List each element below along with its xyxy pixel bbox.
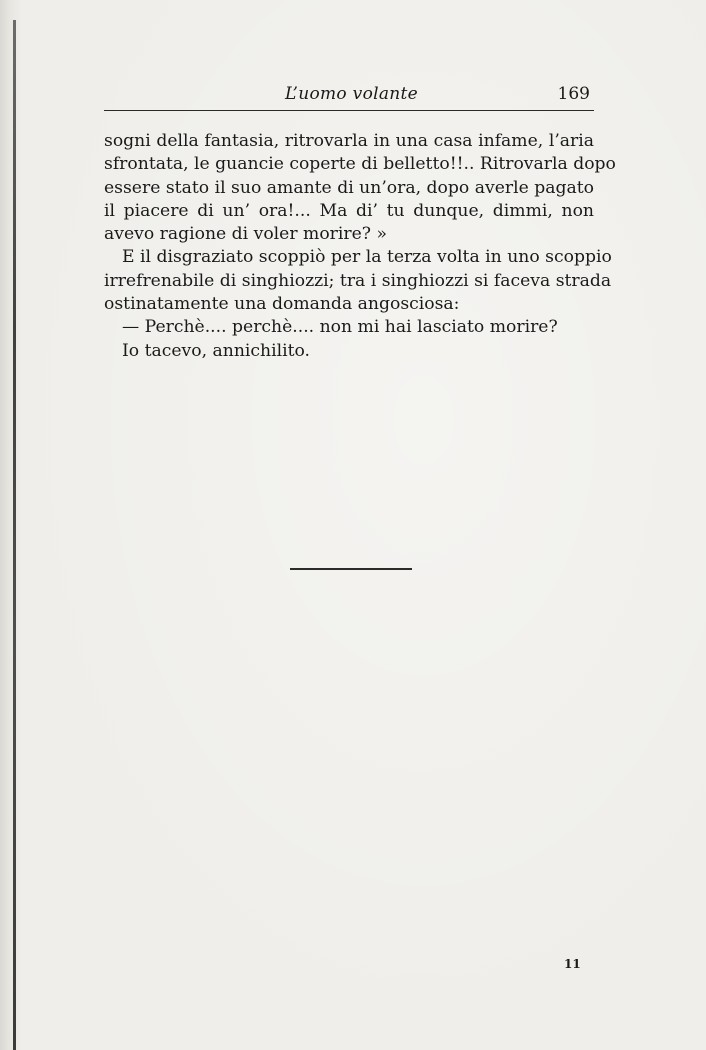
text-line: sfrontata, le guancie coperte di belletto!!.. Ritrovarla dopo — [104, 154, 616, 175]
text-line: il piacere di un’ ora!... Ma di’ tu dunque, dimmi, non — [104, 200, 594, 221]
body-text — [104, 130, 616, 363]
paragraph — [104, 340, 594, 363]
binding-shadow — [0, 0, 22, 1050]
paragraph — [104, 316, 594, 339]
text-line: ostinatamente una domanda angosciosa: — [104, 294, 460, 315]
paragraph — [104, 130, 616, 246]
text-line: irrefrenabile di singhiozzi; tra i singhiozzi si faceva strada — [104, 270, 612, 291]
binding-edge-line — [13, 20, 16, 1050]
text-line: — Perchè.... perchè.... non mi hai lasciato morire? — [122, 317, 558, 338]
running-header — [104, 84, 594, 108]
text-line: Io tacevo, annichilito. — [122, 340, 311, 361]
text-line: essere stato il suo amante di un’ora, dopo averle pagato — [104, 177, 594, 198]
page-number: 169 — [557, 84, 590, 104]
text-line: avevo ragione di voler morire? » — [104, 224, 387, 245]
header-rule — [104, 110, 594, 111]
paragraph — [104, 246, 612, 316]
text-line: sogni della fantasia, ritrovarla in una casa infame, l’aria — [104, 131, 594, 151]
chapter-end-rule — [290, 568, 412, 570]
text-line: E il disgraziato scoppiò per la terza volta in uno scoppio — [122, 247, 612, 268]
signature-mark: 11 — [564, 957, 581, 971]
running-title: L’uomo volante — [285, 84, 419, 104]
